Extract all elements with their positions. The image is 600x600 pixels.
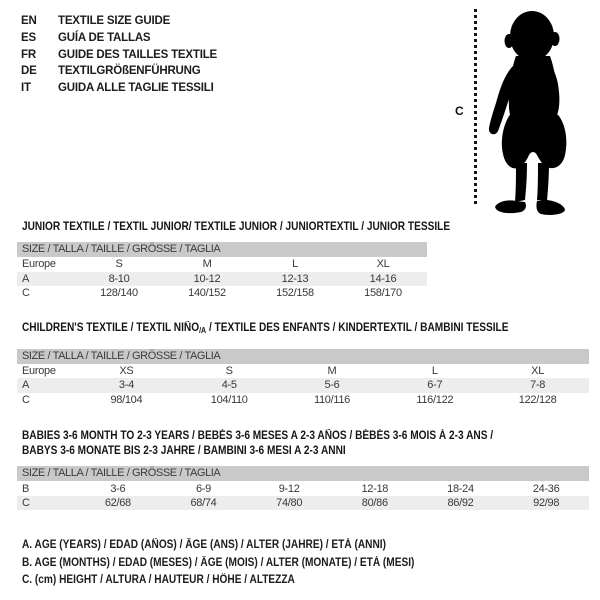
junior-size-table: [17, 257, 427, 301]
language-title: TEXTILE SIZE GUIDE: [58, 15, 171, 27]
value-cell: 116/122: [416, 393, 454, 406]
value-cell: 12-18: [361, 482, 389, 495]
heading-line-1: BABIES 3-6 MONTH TO 2-3 YEARS / BEBÉS 3-6 MESES A 2-3 AÑOS / BÉBÉS 3-6 MOIS À 2-3 ANS /: [22, 430, 494, 442]
value-cell: S: [115, 258, 123, 271]
table-row: [17, 378, 589, 393]
value-cell: 92/98: [503, 496, 589, 511]
heading-text: CHILDREN'S TEXTILE / TEXTIL NIÑO: [22, 321, 200, 334]
table-row: [17, 364, 589, 379]
legend-line-c: C. (cm) HEIGHT / ALTURA / HAUTEUR / HÖHE / ALTEZZA: [22, 573, 295, 586]
value-cell: 80/86: [332, 496, 418, 511]
value-cell: 122/128: [518, 393, 557, 406]
heading-text: / TEXTILE DES ENFANTS / KINDERTEXTIL / BAMBINI TESSILE: [206, 321, 509, 334]
language-row-de: [21, 63, 217, 80]
value-cell: 3-6: [110, 482, 126, 495]
value-cell: 74/80: [246, 496, 332, 511]
legend-footer: [22, 537, 600, 589]
value-cell: L: [292, 258, 298, 271]
value-cell: 98/104: [110, 393, 143, 406]
children-size-table: [17, 364, 589, 408]
table-row: [17, 286, 427, 301]
junior-section-heading: [22, 221, 531, 234]
language-title-list: [21, 13, 217, 97]
row-label-cell: A: [17, 272, 75, 287]
value-cell: S: [225, 364, 233, 377]
row-label-cell: A: [17, 378, 75, 393]
value-cell: XL: [531, 364, 545, 377]
value-cell: 14-16: [339, 272, 427, 287]
value-cell: 4-5: [178, 378, 281, 393]
value-cell: 12-13: [251, 272, 339, 287]
language-code: ES: [21, 31, 36, 44]
legend-line-b: B. AGE (MONTHS) / EDAD (MESES) / ÂGE (MOIS) / ALTER (MONATE) / ETÀ (MESI): [22, 556, 415, 569]
babies-size-table: [17, 481, 589, 510]
value-cell: 8-10: [75, 272, 163, 287]
legend-line-a: A. AGE (YEARS) / EDAD (AÑOS) / ÂGE (ANS) / ALTER (JAHRE) / ETÀ (ANNI): [22, 539, 386, 552]
value-cell: 140/152: [188, 287, 226, 300]
children-size-section: [0, 322, 600, 408]
value-cell: 128/140: [100, 287, 138, 300]
language-title: GUIDE DES TAILLES TEXTILE: [58, 48, 217, 61]
children-section-heading: [22, 322, 531, 337]
row-label-cell: C: [17, 496, 75, 511]
value-cell: 18-24: [447, 482, 474, 495]
size-header-bar: SIZE / TALLA / TAILLE / GRÖSSE / TAGLIA: [17, 242, 427, 257]
language-title: GUIDA ALLE TAGLIE TESSILI: [58, 82, 214, 95]
value-cell: 9-12: [278, 482, 300, 495]
value-cell: 6-9: [195, 482, 211, 495]
row-label-cell: Europe: [22, 258, 56, 271]
value-cell: L: [431, 364, 438, 377]
babies-section-heading: [22, 429, 531, 459]
table-row: [17, 496, 589, 511]
junior-size-section: [0, 221, 600, 301]
babies-size-section: [0, 429, 600, 510]
header-section: [0, 0, 600, 215]
language-code: IT: [21, 82, 31, 95]
value-cell: 24-36: [532, 482, 560, 495]
table-row: [17, 257, 427, 272]
language-row-fr: [21, 47, 217, 64]
size-header-bar: SIZE / TALLA / TAILLE / GRÖSSE / TAGLIA: [17, 349, 589, 364]
row-label-cell: C: [22, 393, 30, 406]
table-row: [17, 272, 427, 287]
value-cell: 7-8: [486, 378, 589, 393]
value-cell: 3-4: [75, 378, 178, 393]
table-row: [17, 481, 589, 496]
value-cell: 6-7: [383, 378, 486, 393]
size-header-bar: SIZE / TALLA / TAILLE / GRÖSSE / TAGLIA: [17, 466, 589, 481]
language-code: FR: [21, 48, 36, 61]
language-row-en: [21, 13, 217, 30]
heading-line-2: BABYS 3-6 MONATE BIS 2-3 JAHRE / BAMBINI 3-6 MESI A 2-3 ANNI: [22, 445, 346, 458]
value-cell: 152/158: [276, 287, 314, 300]
heading-text: JUNIOR TEXTILE / TEXTIL JUNIOR/ TEXTILE JUNIOR / JUNIORTEXTIL / JUNIOR TESSILE: [22, 221, 451, 233]
height-measure-label: C: [455, 104, 464, 118]
value-cell: 104/110: [210, 393, 248, 406]
value-cell: 110/116: [313, 393, 350, 406]
value-cell: XS: [119, 364, 134, 377]
row-label-cell: C: [22, 287, 30, 300]
value-cell: XL: [376, 258, 390, 271]
height-measure-dotted-line: [474, 9, 477, 206]
language-title: TEXTILGRÖßENFÜHRUNG: [58, 65, 201, 78]
value-cell: 62/68: [75, 496, 161, 511]
value-cell: 10-12: [163, 272, 251, 287]
table-row: [17, 393, 589, 408]
value-cell: M: [202, 258, 212, 271]
language-row-es: [21, 30, 217, 47]
row-label-cell: B: [22, 482, 30, 495]
language-title: GUÍA DE TALLAS: [58, 31, 151, 44]
value-cell: 158/170: [364, 287, 402, 300]
heading-subscript: /A: [199, 325, 207, 335]
language-code: DE: [21, 65, 37, 78]
row-label-cell: Europe: [22, 364, 56, 377]
toddler-silhouette-icon: [483, 8, 591, 216]
value-cell: M: [327, 364, 337, 377]
value-cell: 5-6: [281, 378, 384, 393]
language-row-it: [21, 80, 217, 97]
value-cell: 68/74: [161, 496, 247, 511]
value-cell: 86/92: [418, 496, 504, 511]
language-code: EN: [21, 15, 37, 27]
